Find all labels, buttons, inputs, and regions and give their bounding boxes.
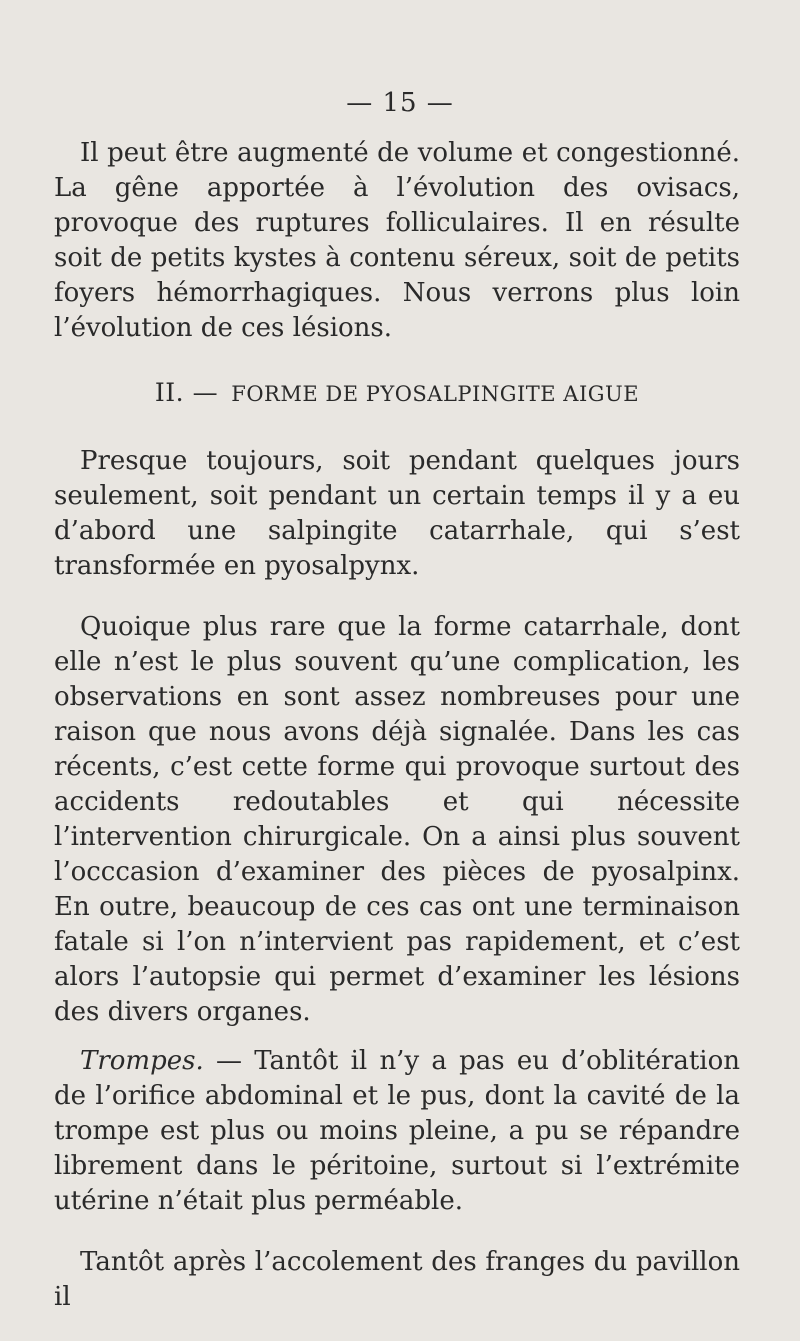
paragraph-5-text: Tantôt après l’accolement des franges du pavillon il	[54, 1247, 740, 1312]
paragraph-4-label: Trompes.	[80, 1046, 204, 1076]
paragraph-1-text: Il peut être augmenté de volume et congestionné. La gêne apportée à l’évolution des ovisacs, provoque des ruptures folliculaires. Il en résulte soit de petits kystes à contenu séreux, soit de petits foyers hémorrhagiques. Nous verrons plus loin l’évolution de ces lésions.	[54, 138, 740, 343]
section-heading-number: II. —	[154, 378, 219, 407]
paragraph-1	[54, 136, 740, 346]
section-heading-text: FORME DE PYOSALPINGITE AIGUE	[231, 382, 640, 406]
section-heading	[54, 378, 740, 407]
paragraph-2	[54, 444, 740, 584]
paragraph-4	[54, 1044, 740, 1219]
paragraph-3	[54, 610, 740, 1030]
paragraph-5	[54, 1245, 740, 1315]
page-number: — 15 —	[346, 88, 454, 118]
paragraph-3-text: Quoique plus rare que la forme catarrhale, dont elle n’est le plus souvent qu’une complication, les observations en sont assez nombreuses pour une raison que nous avons déjà signalée. Dans les cas récents, c’est cette forme qui provoque surtout des accidents redoutables et qui nécessite l’intervention chirurgicale. On a ainsi plus souvent l’occcasion d’examiner des pièces de pyosalpinx. En outre, beaucoup de ces cas ont une terminaison fatale si l’on n’intervient pas rapidement, et c’est alors l’autopsie qui permet d’examiner les lésions des divers organes.	[54, 612, 740, 1027]
paragraph-4-text: — Tantôt il n’y a pas eu d’oblitération de l’orifice abdominal et le pus, dont la cavité de la trompe est plus ou moins pleine, a pu se répandre librement dans le péritoine, surtout si l’extrémite utérine n’était plus perméable.	[54, 1046, 740, 1216]
paragraph-2-text: Presque toujours, soit pendant quelques jours seulement, soit pendant un certain temps il y a eu d’abord une salpingite catarrhale, qui s’est transformée en pyosalpynx.	[54, 446, 740, 581]
